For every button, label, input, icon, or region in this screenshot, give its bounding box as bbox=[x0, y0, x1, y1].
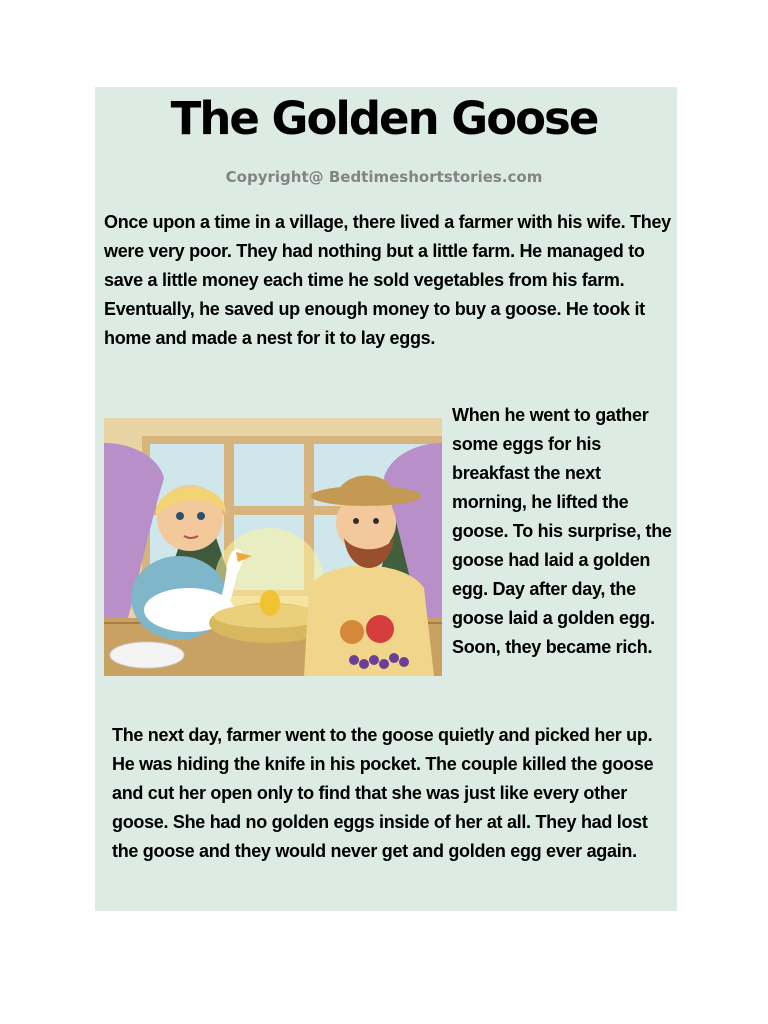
copyright-line: Copyright@ Bedtimeshortstories.com bbox=[225, 168, 543, 186]
illustration-farmer-wife-goose bbox=[104, 418, 442, 676]
story-title: The Golden Goose bbox=[170, 92, 598, 145]
story-paragraph-3: The next day, farmer went to the goose quietly and picked her up. He was hiding the knife in his pocket. The couple killed the goose and cut her open only to find that she was just like every other goose. She had no golden eggs inside of her at all. They had lost the goose and they would never get and golden egg ever again. bbox=[112, 725, 654, 861]
story-paragraph-1: Once upon a time in a village, there lived a farmer with his wife. They were very poor. They had nothing but a little farm. He managed to save a little money each time he sold vegetables from his farm. Eventually, he saved up enough money to buy a goose. He took it home and made a nest for it to lay eggs. bbox=[104, 212, 671, 348]
story-paragraph-2: When he went to gather some eggs for his breakfast the next morning, he lifted the goose. To his surprise, the goose had laid a golden egg. Day after day, the goose laid a golden egg. Soon, they became rich. bbox=[452, 405, 672, 657]
